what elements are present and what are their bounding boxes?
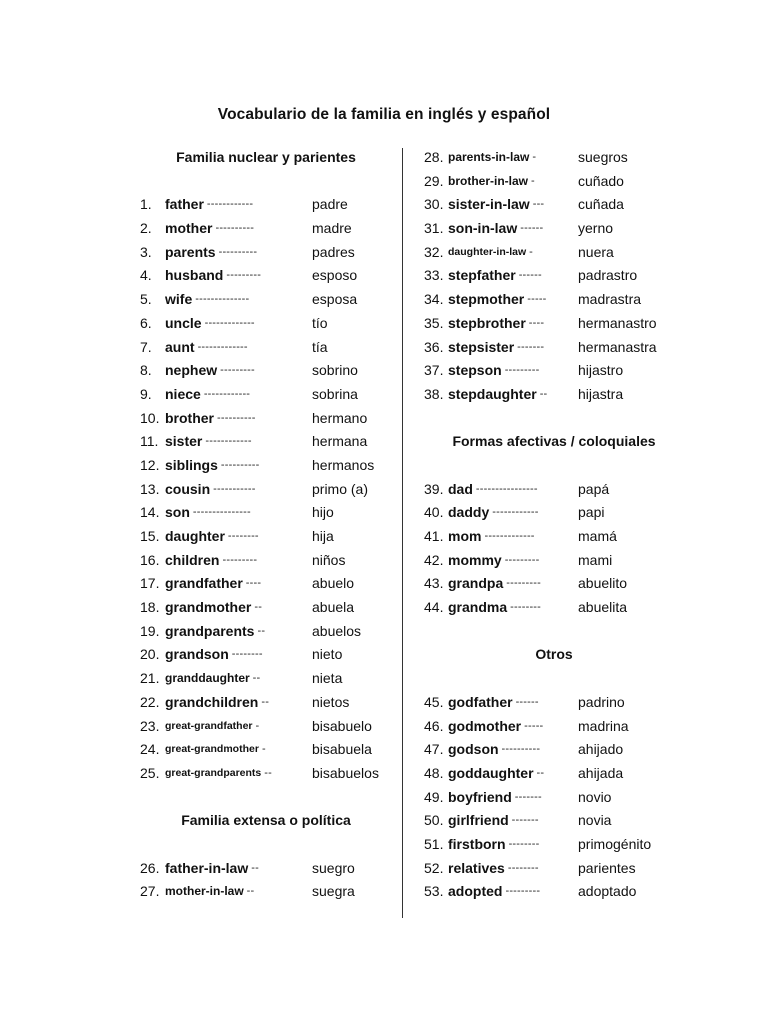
vocab-spanish-term: abuela	[312, 599, 355, 616]
vocab-row	[424, 786, 684, 810]
vocab-spanish-term: hermanastro	[578, 314, 657, 331]
vocab-row	[140, 478, 392, 502]
vocab-row	[140, 572, 392, 596]
vocab-dash-leader: ------	[518, 269, 542, 282]
vocab-dash-leader: --------	[507, 861, 539, 874]
vocab-english-term: dad	[448, 480, 473, 497]
vocab-spanish-term: madrina	[578, 717, 629, 734]
vocab-row	[424, 217, 684, 241]
section-heading-affective: Formas afectivas / coloquiales	[452, 433, 656, 450]
vocab-spanish-term: cuñada	[578, 196, 624, 213]
vocab-number: 8.	[140, 362, 152, 379]
vocab-spanish-term: niños	[312, 551, 346, 568]
vocab-row	[140, 691, 392, 715]
vocab-number: 33.	[424, 267, 444, 284]
vocab-number: 43.	[424, 575, 444, 592]
vocab-row	[140, 312, 392, 336]
vocab-row	[140, 643, 392, 667]
vocab-spanish-term: nieta	[312, 670, 343, 687]
vocab-english-term: niece	[165, 385, 201, 402]
vocab-spanish-term: nieto	[312, 646, 343, 663]
vocab-dash-leader: -------	[511, 814, 539, 827]
vocab-spanish-term: hijo	[312, 504, 334, 521]
vocab-number: 49.	[424, 788, 444, 805]
vocab-dash-leader: --	[536, 766, 545, 779]
vocab-number: 26.	[140, 859, 160, 876]
vocab-row	[140, 217, 392, 241]
vocab-spanish-term: yerno	[578, 220, 614, 237]
vocab-english-term: stepfather	[448, 267, 516, 284]
vocab-row	[140, 430, 392, 454]
vocab-spanish-term: adoptado	[578, 883, 637, 900]
vocab-row	[424, 336, 684, 360]
vocab-row	[140, 454, 392, 478]
vocab-english-term: father	[165, 196, 204, 213]
vocab-english-term: grandma	[448, 599, 508, 616]
spacer	[424, 454, 684, 478]
vocab-row	[140, 738, 392, 762]
vocab-row	[140, 336, 392, 360]
vocab-number: 1.	[140, 196, 152, 213]
vocab-dash-leader: ----	[245, 577, 262, 590]
vocab-english-term: grandparents	[165, 622, 255, 639]
vocab-dash-leader: -	[532, 151, 537, 163]
vocab-list-others	[424, 691, 684, 904]
vocab-list-extended-continued	[424, 146, 684, 407]
section-heading-extended: Familia extensa o política	[181, 812, 351, 829]
vocab-spanish-term: madrastra	[578, 291, 642, 308]
vocab-dash-leader: ---	[532, 198, 545, 211]
vocab-spanish-term: esposo	[312, 267, 358, 284]
vocab-english-term: sister	[165, 433, 203, 450]
vocab-spanish-term: hermana	[312, 433, 368, 450]
vocab-english-term: grandson	[165, 646, 229, 663]
vocab-number: 5.	[140, 291, 152, 308]
vocab-english-term: grandpa	[448, 575, 504, 592]
vocab-english-term: daddy	[448, 504, 490, 521]
vocab-dash-leader: ---------	[222, 553, 258, 566]
vocab-dash-leader: --	[252, 672, 261, 685]
vocab-dash-leader: --	[261, 695, 270, 708]
vocab-number: 47.	[424, 741, 444, 758]
vocab-english-term: stepbrother	[448, 314, 526, 331]
vocab-row	[140, 193, 392, 217]
section-heading-others: Otros	[535, 646, 573, 663]
vocab-row	[424, 478, 684, 502]
vocab-number: 7.	[140, 338, 152, 355]
vocab-row	[424, 880, 684, 904]
vocab-dash-leader: ----------	[217, 411, 256, 424]
vocab-dash-leader: ---------	[506, 577, 542, 590]
vocab-number: 38.	[424, 385, 444, 402]
vocab-dash-leader: --	[254, 601, 263, 614]
vocab-spanish-term: suegra	[312, 883, 355, 900]
vocab-row	[424, 241, 684, 265]
vocab-spanish-term: bisabuela	[312, 741, 372, 758]
vocab-row	[140, 667, 392, 691]
vocab-dash-leader: -------------	[204, 316, 255, 329]
vocab-english-term: wife	[165, 291, 193, 308]
vocab-number: 17.	[140, 575, 160, 592]
vocab-row	[424, 572, 684, 596]
vocab-row	[424, 738, 684, 762]
vocab-spanish-term: abuelita	[578, 599, 628, 616]
vocab-number: 51.	[424, 835, 444, 852]
vocab-number: 36.	[424, 338, 444, 355]
vocab-spanish-term: hijastra	[578, 385, 624, 402]
vocab-row	[424, 549, 684, 573]
vocab-spanish-term: papá	[578, 480, 610, 497]
vocab-row	[424, 596, 684, 620]
vocab-dash-leader: ---------	[220, 364, 255, 377]
vocab-spanish-term: novio	[578, 788, 612, 805]
vocab-number: 11.	[140, 433, 159, 450]
spacer	[424, 620, 684, 644]
vocab-number: 50.	[424, 812, 444, 829]
vocab-row	[140, 880, 392, 904]
vocab-row	[140, 762, 392, 786]
vocab-row	[424, 525, 684, 549]
vocab-spanish-term: suegro	[312, 859, 355, 876]
vocab-number: 13.	[140, 480, 160, 497]
vocab-dash-leader: --	[264, 766, 273, 779]
vocab-english-term: uncle	[165, 314, 202, 331]
vocab-row	[140, 407, 392, 431]
vocab-english-term: grandmother	[165, 599, 252, 616]
vocab-dash-leader: ----------	[501, 743, 541, 756]
vocab-dash-leader: -	[529, 245, 534, 258]
vocab-english-term: mother-in-law	[165, 884, 244, 899]
vocab-spanish-term: hermanastra	[578, 338, 657, 355]
vocab-spanish-term: abuelo	[312, 575, 355, 592]
vocab-row	[424, 857, 684, 881]
vocab-dash-leader: ----------	[215, 222, 255, 235]
vocab-spanish-term: papi	[578, 504, 605, 521]
vocab-row	[424, 170, 684, 194]
vocab-english-term: siblings	[165, 456, 218, 473]
vocab-row	[424, 501, 684, 525]
vocab-english-term: godmother	[448, 717, 522, 734]
vocab-english-term: daughter	[165, 528, 225, 544]
vocab-number: 28.	[424, 149, 444, 165]
vocab-english-term: father-in-law	[165, 859, 249, 876]
vocab-list-affective	[424, 478, 684, 620]
vocab-english-term: relatives	[448, 859, 505, 876]
vocab-row	[424, 762, 684, 786]
vocab-number: 4.	[140, 267, 152, 284]
vocab-spanish-term: madre	[312, 220, 352, 237]
column-divider	[402, 148, 403, 918]
vocab-number: 24.	[140, 741, 160, 758]
vocab-dash-leader: ---------------	[192, 506, 251, 519]
vocab-row	[140, 620, 392, 644]
vocab-dash-leader: -------------	[197, 340, 248, 353]
vocab-dash-leader: --	[257, 624, 266, 637]
vocab-spanish-term: sobrina	[312, 385, 358, 402]
vocab-number: 25.	[140, 764, 160, 781]
vocab-english-term: daughter-in-law	[448, 245, 527, 258]
vocab-row	[424, 809, 684, 833]
vocab-list-extended	[140, 857, 392, 904]
vocab-number: 21.	[140, 670, 160, 687]
vocab-number: 3.	[140, 243, 152, 260]
spacer	[140, 170, 392, 194]
vocab-row	[424, 715, 684, 739]
vocab-dash-leader: ------	[515, 695, 539, 708]
spacer	[424, 407, 684, 431]
vocab-spanish-term: hermanos	[312, 456, 375, 473]
vocab-number: 52.	[424, 859, 444, 876]
vocab-dash-leader: ----	[528, 316, 545, 329]
vocab-english-term: firstborn	[448, 835, 506, 852]
vocab-dash-leader: --------	[510, 601, 542, 614]
vocab-number: 23.	[140, 717, 160, 734]
vocab-dash-leader: ------	[520, 222, 544, 235]
vocab-number: 12.	[140, 456, 160, 473]
vocab-dash-leader: ----------	[220, 458, 260, 471]
vocab-spanish-term: ahijada	[578, 764, 624, 781]
vocab-english-term: granddaughter	[165, 671, 250, 686]
vocab-number: 34.	[424, 291, 444, 308]
page-title: Vocabulario de la familia en inglés y español	[217, 106, 551, 123]
vocab-number: 31.	[424, 220, 444, 237]
vocab-dash-leader: ----------------	[475, 482, 538, 495]
vocab-english-term: son	[165, 504, 190, 521]
vocab-number: 14.	[140, 504, 160, 521]
spacer	[140, 833, 392, 857]
vocab-english-term: boyfriend	[448, 788, 512, 805]
vocab-number: 53.	[424, 883, 444, 900]
vocab-dash-leader: -----	[527, 293, 547, 306]
vocab-dash-leader: ------------	[492, 506, 539, 519]
vocab-row	[140, 549, 392, 573]
vocab-english-term: son-in-law	[448, 220, 518, 237]
vocab-row	[140, 857, 392, 881]
vocab-english-term: grandfather	[165, 575, 243, 592]
vocab-row	[424, 833, 684, 857]
vocab-row	[424, 691, 684, 715]
vocab-english-term: sister-in-law	[448, 196, 530, 213]
vocab-dash-leader: -------	[514, 790, 542, 803]
vocab-list-nuclear	[140, 193, 392, 785]
vocab-english-term: stepson	[448, 362, 502, 379]
vocab-spanish-term: mamá	[578, 528, 617, 544]
vocab-english-term: godson	[448, 741, 499, 758]
vocab-number: 35.	[424, 314, 444, 331]
vocab-spanish-term: parientes	[578, 859, 636, 876]
vocab-english-term: great-grandmother	[165, 743, 259, 756]
vocab-number: 32.	[424, 243, 444, 260]
vocab-row	[424, 312, 684, 336]
vocab-english-term: parents-in-law	[448, 150, 530, 164]
vocab-spanish-term: abuelito	[578, 575, 628, 592]
vocab-row	[140, 241, 392, 265]
vocab-spanish-term: suegros	[578, 149, 628, 165]
vocab-spanish-term: esposa	[312, 291, 358, 308]
vocab-row	[140, 288, 392, 312]
vocab-row	[424, 146, 684, 170]
vocab-number: 2.	[140, 220, 152, 237]
vocab-english-term: adopted	[448, 883, 503, 900]
vocab-row	[424, 359, 684, 383]
vocab-number: 22.	[140, 693, 160, 710]
vocab-dash-leader: -------------	[484, 530, 535, 542]
vocab-number: 20.	[140, 646, 160, 663]
vocab-spanish-term: nietos	[312, 693, 350, 710]
vocab-english-term: great-grandparents	[165, 766, 262, 779]
vocab-number: 39.	[424, 480, 444, 497]
vocab-row	[140, 596, 392, 620]
vocab-spanish-term: sobrino	[312, 362, 358, 379]
vocab-english-term: brother	[165, 409, 214, 426]
vocab-dash-leader: ------------	[206, 198, 254, 211]
vocab-spanish-term: bisabuelo	[312, 717, 372, 734]
vocab-dash-leader: ---------	[226, 269, 262, 282]
vocab-number: 48.	[424, 764, 444, 781]
vocab-row	[424, 264, 684, 288]
vocab-dash-leader: ----------	[218, 245, 258, 258]
vocab-english-term: stepdaughter	[448, 385, 537, 402]
spacer	[424, 667, 684, 691]
vocab-english-term: husband	[165, 267, 224, 284]
vocab-dash-leader: --	[539, 387, 548, 400]
spacer	[140, 786, 392, 810]
vocab-dash-leader: -------	[517, 340, 545, 353]
vocab-spanish-term: padrino	[578, 693, 625, 710]
vocab-number: 16.	[140, 551, 160, 568]
vocab-english-term: girlfriend	[448, 812, 509, 829]
vocab-english-term: goddaughter	[448, 764, 534, 781]
section-heading-nuclear: Familia nuclear y parientes	[176, 149, 356, 165]
vocab-dash-leader: ------------	[205, 435, 252, 448]
vocab-row	[140, 359, 392, 383]
vocab-english-term: brother-in-law	[448, 173, 528, 188]
vocab-number: 19.	[140, 622, 160, 639]
vocab-english-term: cousin	[165, 480, 211, 497]
vocab-spanish-term: hermano	[312, 409, 368, 426]
vocab-number: 15.	[140, 528, 160, 544]
vocab-dash-leader: ---------	[505, 885, 541, 898]
vocab-number: 9.	[140, 385, 152, 402]
vocab-english-term: mommy	[448, 551, 502, 568]
vocab-dash-leader: --------------	[195, 293, 250, 306]
vocab-row	[140, 715, 392, 739]
vocab-row	[140, 383, 392, 407]
vocab-dash-leader: -	[531, 174, 535, 187]
vocab-dash-leader: ------------	[203, 387, 251, 400]
vocab-english-term: nephew	[165, 362, 218, 379]
vocab-english-term: mother	[165, 220, 213, 237]
vocab-english-term: godfather	[448, 693, 513, 710]
vocab-number: 10.	[140, 409, 160, 426]
vocab-number: 30.	[424, 196, 444, 213]
vocab-english-term: parents	[165, 243, 216, 260]
vocab-spanish-term: primogénito	[578, 835, 652, 852]
vocab-spanish-term: bisabuelos	[312, 764, 379, 781]
vocab-dash-leader: -	[255, 719, 260, 732]
vocab-number: 18.	[140, 599, 160, 616]
vocab-english-term: grandchildren	[165, 693, 259, 710]
vocab-english-term: aunt	[165, 338, 195, 355]
vocab-dash-leader: --------	[508, 837, 540, 850]
vocab-spanish-term: hijastro	[578, 362, 624, 379]
vocab-row	[140, 501, 392, 525]
vocab-number: 45.	[424, 693, 444, 710]
vocab-spanish-term: tío	[312, 314, 328, 331]
vocab-number: 42.	[424, 551, 444, 568]
vocab-spanish-term: ahijado	[578, 741, 624, 758]
right-column	[424, 146, 684, 904]
vocab-row	[140, 264, 392, 288]
vocab-spanish-term: primo (a)	[312, 480, 369, 497]
vocab-spanish-term: novia	[578, 812, 612, 829]
vocab-number: 27.	[140, 883, 160, 900]
vocab-spanish-term: padres	[312, 243, 355, 260]
vocab-row	[140, 525, 392, 549]
vocab-english-term: children	[165, 551, 220, 568]
vocab-english-term: great-grandfather	[165, 719, 253, 732]
vocab-spanish-term: padre	[312, 196, 348, 213]
vocab-number: 44.	[424, 599, 444, 616]
vocab-dash-leader: -----------	[213, 482, 256, 495]
vocab-spanish-term: abuelos	[312, 622, 362, 639]
vocab-dash-leader: -	[261, 743, 266, 756]
vocab-number: 41.	[424, 528, 444, 544]
vocab-spanish-term: nuera	[578, 243, 614, 260]
vocab-row	[424, 288, 684, 312]
vocab-spanish-term: hija	[312, 528, 334, 544]
vocab-dash-leader: --	[251, 861, 259, 874]
vocab-dash-leader: ---------	[504, 553, 540, 566]
vocab-english-term: stepmother	[448, 291, 525, 308]
vocab-number: 37.	[424, 362, 444, 379]
vocab-dash-leader: ---------	[504, 364, 540, 377]
left-column	[140, 146, 392, 904]
vocab-english-term: mom	[448, 528, 482, 544]
vocab-number: 46.	[424, 717, 444, 734]
vocab-number: 6.	[140, 314, 152, 331]
vocab-english-term: stepsister	[448, 338, 515, 355]
vocab-number: 29.	[424, 172, 444, 189]
vocab-dash-leader: --------	[227, 530, 259, 542]
vocab-row	[424, 193, 684, 217]
vocab-number: 40.	[424, 504, 444, 521]
vocab-spanish-term: padrastro	[578, 267, 638, 284]
vocab-spanish-term: cuñado	[578, 172, 624, 189]
vocab-dash-leader: --	[246, 885, 255, 898]
vocab-dash-leader: -----	[524, 719, 544, 732]
vocab-spanish-term: mami	[578, 551, 613, 568]
vocab-row	[424, 383, 684, 407]
vocab-dash-leader: --------	[231, 648, 263, 661]
vocab-spanish-term: tía	[312, 338, 328, 355]
